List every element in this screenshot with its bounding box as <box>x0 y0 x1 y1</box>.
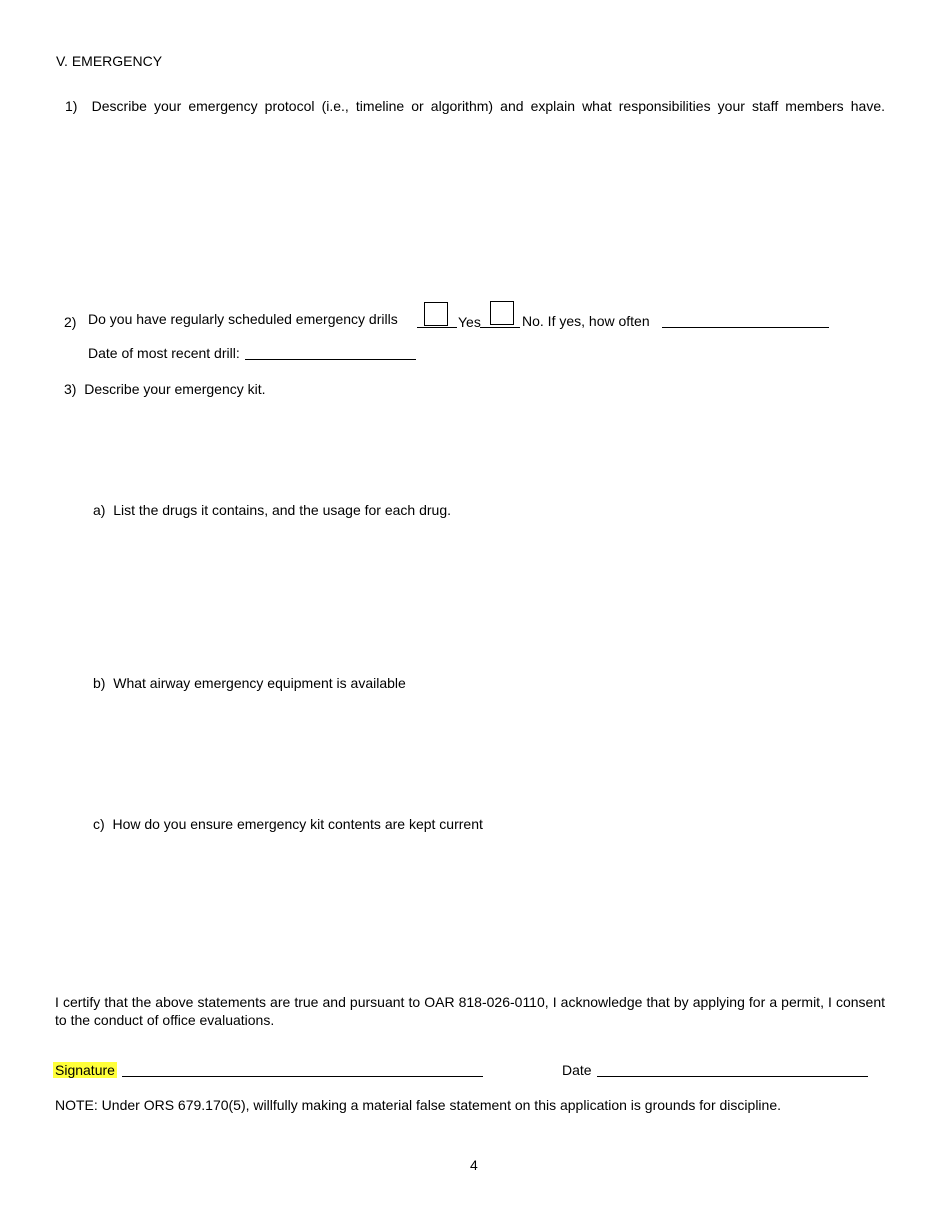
question-1-text: Describe your emergency protocol (i.e., timeline or algorithm) and explain what responsibilities your staff members have. <box>91 98 885 114</box>
question-3c <box>93 816 483 832</box>
question-3b <box>93 675 406 691</box>
date-field[interactable] <box>597 1076 868 1077</box>
recent-drill-field[interactable] <box>245 359 416 360</box>
question-3 <box>64 381 266 397</box>
date-label: Date <box>562 1062 592 1078</box>
question-3b-letter: b) <box>93 675 106 691</box>
question-1-answer-area[interactable] <box>65 120 885 285</box>
certification-text: I certify that the above statements are true and pursuant to OAR 818-026-0110, I acknowledge that by applying for a permit, I consent to the conduct of office evaluations. <box>55 994 885 1028</box>
signature-label-text: Signature <box>55 1062 115 1078</box>
question-3b-text: What airway emergency equipment is available <box>113 675 406 691</box>
question-3a <box>93 502 451 518</box>
how-often-field[interactable] <box>662 327 829 328</box>
question-1 <box>65 98 885 114</box>
yes-answer-line <box>417 327 457 328</box>
signature-label <box>53 1062 117 1078</box>
question-3c-letter: c) <box>93 816 105 832</box>
recent-drill-label: Date of most recent drill: <box>88 345 240 361</box>
page-number: 4 <box>470 1157 478 1173</box>
question-3c-text: How do you ensure emergency kit contents are kept current <box>112 816 483 832</box>
question-3a-text: List the drugs it contains, and the usage for each drug. <box>113 502 452 518</box>
signature-field[interactable] <box>122 1076 483 1077</box>
section-title: V. EMERGENCY <box>56 53 163 69</box>
question-1-number: 1) <box>65 98 78 114</box>
no-label: No. If yes, how often <box>522 313 650 329</box>
question-3-text: Describe your emergency kit. <box>84 381 266 397</box>
yes-checkbox[interactable] <box>424 302 448 326</box>
question-2-text: Do you have regularly scheduled emergency drills <box>88 311 398 327</box>
no-answer-line <box>480 327 520 328</box>
no-checkbox[interactable] <box>490 301 514 325</box>
note-text: NOTE: Under ORS 679.170(5), willfully making a material false statement on this application is grounds for discipline. <box>55 1097 781 1113</box>
question-3a-letter: a) <box>93 502 106 518</box>
yes-label: Yes <box>458 314 481 330</box>
question-2-number: 2) <box>64 314 77 330</box>
question-3-number: 3) <box>64 381 77 397</box>
